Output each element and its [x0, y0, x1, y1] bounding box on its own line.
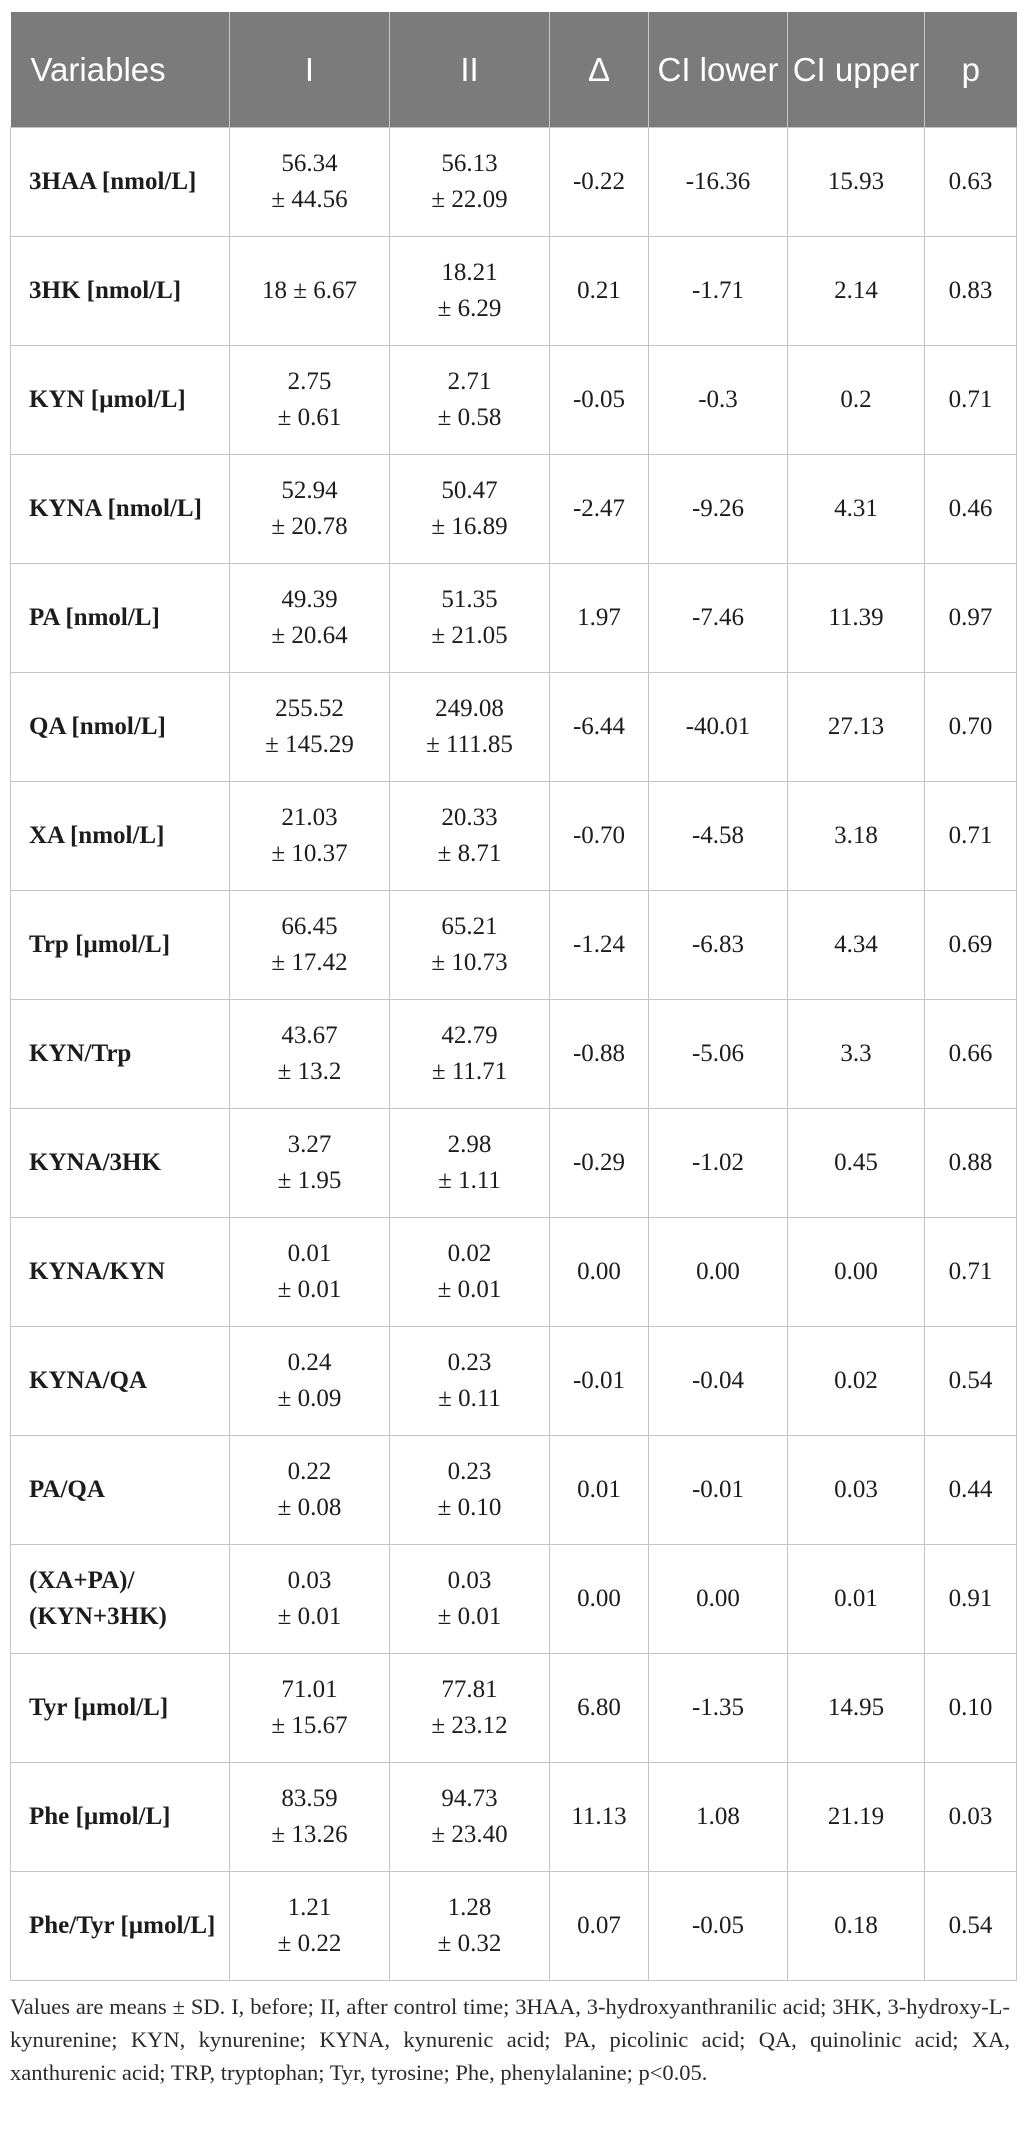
cell-after — [390, 237, 550, 346]
cell-p: 0.70 — [925, 673, 1017, 782]
cell-ci-upper: 0.45 — [788, 1109, 925, 1218]
header-p: p — [925, 12, 1017, 128]
cell-before — [230, 1763, 390, 1872]
cell-after — [390, 1872, 550, 1981]
cell-ci-lower: 0.00 — [649, 1545, 788, 1654]
mean-value: 49.39 — [281, 586, 338, 613]
cell-ci-lower: -6.83 — [649, 891, 788, 1000]
cell-ci-upper: 0.01 — [788, 1545, 925, 1654]
cell-after — [390, 1654, 550, 1763]
cell-before — [230, 891, 390, 1000]
cell-delta: -0.70 — [550, 782, 649, 891]
cell-variable: XA [nmol/L] — [11, 782, 230, 891]
cell-ci-upper: 21.19 — [788, 1763, 925, 1872]
cell-delta: -6.44 — [550, 673, 649, 782]
cell-delta: -0.88 — [550, 1000, 649, 1109]
cell-p: 0.44 — [925, 1436, 1017, 1545]
cell-delta: 6.80 — [550, 1654, 649, 1763]
sd-value: ± 13.26 — [271, 1821, 348, 1848]
cell-ci-lower: -1.35 — [649, 1654, 788, 1763]
cell-p: 0.10 — [925, 1654, 1017, 1763]
sd-value: ± 15.67 — [271, 1712, 348, 1739]
cell-ci-upper: 0.02 — [788, 1327, 925, 1436]
mean-value: 43.67 — [281, 1022, 338, 1049]
cell-before — [230, 1872, 390, 1981]
sd-value: ± 23.12 — [431, 1712, 508, 1739]
cell-before — [230, 1545, 390, 1654]
sd-value: ± 145.29 — [265, 731, 354, 758]
cell-ci-lower: 0.00 — [649, 1218, 788, 1327]
header-variables: Variables — [11, 12, 230, 128]
cell-after — [390, 782, 550, 891]
sd-value: ± 0.61 — [277, 404, 342, 431]
cell-before — [230, 1000, 390, 1109]
header-ci-lower: CI lower — [649, 12, 788, 128]
cell-delta: -0.22 — [550, 128, 649, 237]
cell-after — [390, 1218, 550, 1327]
cell-delta: 0.00 — [550, 1545, 649, 1654]
sd-value: ± 0.22 — [277, 1930, 342, 1957]
cell-after — [390, 564, 550, 673]
table-row — [11, 891, 1017, 1000]
mean-value: 71.01 — [281, 1676, 338, 1703]
cell-before — [230, 1654, 390, 1763]
cell-ci-upper: 15.93 — [788, 128, 925, 237]
cell-delta: 0.07 — [550, 1872, 649, 1981]
sd-value: ± 0.58 — [437, 404, 502, 431]
cell-ci-upper: 14.95 — [788, 1654, 925, 1763]
cell-before — [230, 673, 390, 782]
sd-value: ± 0.10 — [437, 1494, 502, 1521]
mean-value: 52.94 — [281, 477, 338, 504]
cell-variable: 3HK [nmol/L] — [11, 237, 230, 346]
sd-value: ± 22.09 — [431, 186, 508, 213]
cell-ci-upper: 4.31 — [788, 455, 925, 564]
mean-value: 21.03 — [281, 804, 338, 831]
cell-p: 0.66 — [925, 1000, 1017, 1109]
cell-variable: Phe [µmol/L] — [11, 1763, 230, 1872]
sd-value: ± 0.01 — [437, 1603, 502, 1630]
cell-variable: QA [nmol/L] — [11, 673, 230, 782]
cell-delta: -0.01 — [550, 1327, 649, 1436]
sd-value: ± 0.01 — [437, 1276, 502, 1303]
cell-ci-upper: 3.3 — [788, 1000, 925, 1109]
cell-variable: KYN [µmol/L] — [11, 346, 230, 455]
table-row — [11, 564, 1017, 673]
sd-value: ± 0.01 — [277, 1276, 342, 1303]
cell-ci-upper: 0.03 — [788, 1436, 925, 1545]
cell-before — [230, 1109, 390, 1218]
cell-before — [230, 1218, 390, 1327]
cell-before — [230, 782, 390, 891]
sd-value: ± 0.01 — [277, 1603, 342, 1630]
header-ii: II — [390, 12, 550, 128]
mean-value: 18.21 — [441, 259, 498, 286]
cell-p: 0.91 — [925, 1545, 1017, 1654]
cell-p: 0.71 — [925, 346, 1017, 455]
cell-delta: -0.29 — [550, 1109, 649, 1218]
cell-before — [230, 455, 390, 564]
cell-variable: KYN/Trp — [11, 1000, 230, 1109]
sd-value: ± 6.29 — [437, 295, 502, 322]
mean-value: 51.35 — [441, 586, 498, 613]
cell-p: 0.97 — [925, 564, 1017, 673]
mean-value: 66.45 — [281, 913, 338, 940]
cell-ci-upper: 3.18 — [788, 782, 925, 891]
cell-ci-upper: 0.18 — [788, 1872, 925, 1981]
cell-ci-lower: -1.02 — [649, 1109, 788, 1218]
cell-delta: -1.24 — [550, 891, 649, 1000]
mean-value: 56.13 — [441, 150, 498, 177]
sd-value: ± 1.11 — [438, 1167, 501, 1194]
sd-value: ± 16.89 — [431, 513, 508, 540]
mean-value: 94.73 — [441, 1785, 498, 1812]
table-row — [11, 1872, 1017, 1981]
table-footnote: Values are means ± SD. I, before; II, after control time; 3HAA, 3-hydroxyanthranilic acid; 3HK, 3-hydroxy-L-kynurenine; KYN, kynurenine; KYNA, kynurenic acid; PA, picolinic acid; QA, quinolinic acid; XA, xanthurenic acid; TRP, tryptophan; Tyr, tyrosine; Phe, phenylalanine; p<0.05. — [10, 1994, 1010, 2085]
table-row — [11, 782, 1017, 891]
cell-after — [390, 128, 550, 237]
cell-after — [390, 346, 550, 455]
mean-value: 2.98 — [447, 1131, 492, 1158]
sd-value: ± 111.85 — [426, 731, 513, 758]
cell-ci-upper: 27.13 — [788, 673, 925, 782]
cell-after — [390, 1327, 550, 1436]
cell-delta: 0.21 — [550, 237, 649, 346]
cell-variable: KYNA/KYN — [11, 1218, 230, 1327]
sd-value: ± 0.09 — [277, 1385, 342, 1412]
cell-ci-lower: -1.71 — [649, 237, 788, 346]
table-row — [11, 346, 1017, 455]
mean-value: 2.71 — [447, 368, 492, 395]
table-header — [11, 12, 1017, 128]
cell-variable: Tyr [µmol/L] — [11, 1654, 230, 1763]
cell-before — [230, 346, 390, 455]
sd-value: ± 0.08 — [277, 1494, 342, 1521]
sd-value: ± 0.11 — [438, 1385, 501, 1412]
cell-after — [390, 455, 550, 564]
table-row — [11, 455, 1017, 564]
cell-ci-lower: -0.01 — [649, 1436, 788, 1545]
cell-after — [390, 1545, 550, 1654]
table-body — [11, 128, 1017, 1981]
cell-ci-lower: -16.36 — [649, 128, 788, 237]
mean-value: 0.03 — [447, 1567, 492, 1594]
cell-ci-upper: 2.14 — [788, 237, 925, 346]
cell-ci-lower: -7.46 — [649, 564, 788, 673]
cell-p: 0.03 — [925, 1763, 1017, 1872]
mean-value: 0.02 — [447, 1240, 492, 1267]
table-row — [11, 128, 1017, 237]
cell-delta: 0.00 — [550, 1218, 649, 1327]
cell-variable: PA [nmol/L] — [11, 564, 230, 673]
cell-ci-upper: 4.34 — [788, 891, 925, 1000]
table-row — [11, 1218, 1017, 1327]
cell-before — [230, 1327, 390, 1436]
mean-value: 255.52 — [275, 695, 344, 722]
cell-ci-lower: -0.04 — [649, 1327, 788, 1436]
table-row — [11, 237, 1017, 346]
cell-p: 0.63 — [925, 128, 1017, 237]
cell-variable: 3HAA [nmol/L] — [11, 128, 230, 237]
sd-value: ± 21.05 — [431, 622, 508, 649]
table-row — [11, 673, 1017, 782]
cell-ci-lower: -40.01 — [649, 673, 788, 782]
mean-value: 83.59 — [281, 1785, 338, 1812]
sd-value: ± 17.42 — [271, 949, 348, 976]
cell-after — [390, 1000, 550, 1109]
sd-value: ± 1.95 — [277, 1167, 342, 1194]
cell-p: 0.71 — [925, 1218, 1017, 1327]
cell-ci-upper: 11.39 — [788, 564, 925, 673]
cell-ci-lower: -0.3 — [649, 346, 788, 455]
cell-variable: (XA+PA)/ (KYN+3HK) — [11, 1545, 230, 1654]
cell-after — [390, 673, 550, 782]
mean-value: 1.28 — [447, 1894, 492, 1921]
sd-value: ± 44.56 — [271, 186, 348, 213]
mean-value: 0.22 — [287, 1458, 332, 1485]
cell-delta: 0.01 — [550, 1436, 649, 1545]
mean-value: 0.23 — [447, 1458, 492, 1485]
cell-ci-lower: -4.58 — [649, 782, 788, 891]
cell-p: 0.69 — [925, 891, 1017, 1000]
cell-p: 0.54 — [925, 1327, 1017, 1436]
table-row — [11, 1545, 1017, 1654]
header-i: I — [230, 12, 390, 128]
mean-value: 1.21 — [287, 1894, 332, 1921]
cell-before — [230, 564, 390, 673]
mean-value: 249.08 — [435, 695, 504, 722]
header-row — [11, 12, 1017, 128]
sd-value: ± 20.78 — [271, 513, 348, 540]
table-row — [11, 1654, 1017, 1763]
cell-before — [230, 1436, 390, 1545]
cell-variable: KYNA/QA — [11, 1327, 230, 1436]
mean-value: 77.81 — [441, 1676, 498, 1703]
mean-value: 0.24 — [287, 1349, 332, 1376]
mean-value: 56.34 — [281, 150, 338, 177]
mean-value: 0.23 — [447, 1349, 492, 1376]
cell-after — [390, 891, 550, 1000]
table-row — [11, 1436, 1017, 1545]
mean-value: 0.03 — [287, 1567, 332, 1594]
cell-delta: 1.97 — [550, 564, 649, 673]
results-table — [10, 12, 1017, 1981]
cell-before — [230, 128, 390, 237]
table-row — [11, 1000, 1017, 1109]
cell-p: 0.83 — [925, 237, 1017, 346]
sd-value: ± 23.40 — [431, 1821, 508, 1848]
cell-p: 0.71 — [925, 782, 1017, 891]
cell-p: 0.88 — [925, 1109, 1017, 1218]
cell-after — [390, 1436, 550, 1545]
cell-variable: KYNA [nmol/L] — [11, 455, 230, 564]
cell-variable: KYNA/3HK — [11, 1109, 230, 1218]
mean-value: 18 ± 6.67 — [262, 277, 357, 304]
mean-value: 2.75 — [287, 368, 332, 395]
mean-value: 42.79 — [441, 1022, 498, 1049]
sd-value: ± 20.64 — [271, 622, 348, 649]
mean-value: 20.33 — [441, 804, 498, 831]
cell-variable: Phe/Tyr [µmol/L] — [11, 1872, 230, 1981]
cell-delta: 11.13 — [550, 1763, 649, 1872]
cell-after — [390, 1109, 550, 1218]
table-row — [11, 1327, 1017, 1436]
sd-value: ± 11.71 — [431, 1058, 508, 1085]
results-table-container — [10, 12, 1016, 1981]
sd-value: ± 10.37 — [271, 840, 348, 867]
cell-ci-upper: 0.2 — [788, 346, 925, 455]
cell-p: 0.46 — [925, 455, 1017, 564]
header-ci-upper: CI upper — [788, 12, 925, 128]
cell-delta: -2.47 — [550, 455, 649, 564]
mean-value: 65.21 — [441, 913, 498, 940]
sd-value: ± 10.73 — [431, 949, 508, 976]
cell-ci-upper: 0.00 — [788, 1218, 925, 1327]
table-row — [11, 1109, 1017, 1218]
sd-value: ± 0.32 — [437, 1930, 502, 1957]
sd-value: ± 13.2 — [277, 1058, 342, 1085]
cell-variable: Trp [µmol/L] — [11, 891, 230, 1000]
header-delta: Δ — [550, 12, 649, 128]
cell-p: 0.54 — [925, 1872, 1017, 1981]
cell-ci-lower: -5.06 — [649, 1000, 788, 1109]
cell-after — [390, 1763, 550, 1872]
cell-variable: PA/QA — [11, 1436, 230, 1545]
mean-value: 3.27 — [287, 1131, 332, 1158]
mean-value: 0.01 — [287, 1240, 332, 1267]
cell-before — [230, 237, 390, 346]
sd-value: ± 8.71 — [437, 840, 502, 867]
mean-value: 50.47 — [441, 477, 498, 504]
cell-ci-lower: -9.26 — [649, 455, 788, 564]
cell-delta: -0.05 — [550, 346, 649, 455]
table-row — [11, 1763, 1017, 1872]
cell-ci-lower: -0.05 — [649, 1872, 788, 1981]
cell-ci-lower: 1.08 — [649, 1763, 788, 1872]
